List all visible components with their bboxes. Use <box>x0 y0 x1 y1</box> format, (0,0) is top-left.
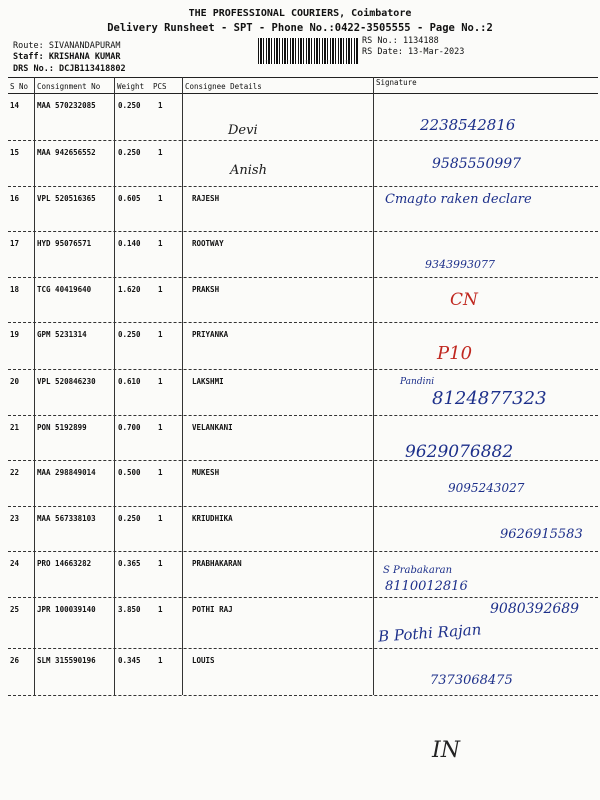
row-consignee: MUKESH <box>192 468 220 477</box>
row-sno: 15 <box>10 148 20 157</box>
row-divider <box>8 322 598 323</box>
handwritten-name: S Prabakaran <box>383 565 453 576</box>
row-weight: 0.500 <box>118 468 141 477</box>
row-consignee: VELANKANI <box>192 423 233 432</box>
row-consignment: HYD 95076571 <box>37 239 92 248</box>
row-consignee: PRIYANKA <box>192 330 229 339</box>
row-weight: 0.250 <box>118 148 141 157</box>
table-top-rule <box>8 77 598 78</box>
row-pcs: 1 <box>158 423 163 432</box>
row-pcs: 1 <box>158 605 163 614</box>
row-consignment: SLM 315590196 <box>37 656 96 665</box>
handwritten-mark: IN <box>432 738 460 763</box>
col-header-consignment: Consignment No <box>37 82 101 91</box>
row-weight: 1.620 <box>118 285 141 294</box>
handwritten-consignee: Anish <box>230 163 267 178</box>
row-signature: 7373068475 <box>430 673 513 688</box>
row-pcs: 1 <box>158 559 163 568</box>
row-consignment: MAA 942656552 <box>37 148 96 157</box>
col-header-pcs: PCS <box>153 82 167 91</box>
row-consignee: PRABHAKARAN <box>192 559 242 568</box>
table-header-rule <box>8 93 598 94</box>
barcode-image <box>258 38 358 64</box>
row-signature: 9095243027 <box>448 481 525 495</box>
row-divider <box>8 460 598 461</box>
row-pcs: 1 <box>158 194 163 203</box>
row-weight: 0.250 <box>118 514 141 523</box>
row-sno: 24 <box>10 559 20 568</box>
row-consignee: LOUIS <box>192 656 215 665</box>
row-consignment: GPM 5231314 <box>37 330 87 339</box>
row-sno: 23 <box>10 514 20 523</box>
row-sno: 17 <box>10 239 20 248</box>
row-pcs: 1 <box>158 285 163 294</box>
row-signature: 9343993077 <box>425 258 495 271</box>
drs-number: DRS No.: DCJB113418802 <box>13 64 126 74</box>
row-signature: CN <box>450 290 478 310</box>
row-sno: 21 <box>10 423 20 432</box>
row-weight: 0.345 <box>118 656 141 665</box>
row-pcs: 1 <box>158 468 163 477</box>
row-pcs: 1 <box>158 330 163 339</box>
row-consignee: RAJESH <box>192 194 220 203</box>
handwritten-consignee: Devi <box>228 123 258 138</box>
row-divider <box>8 277 598 278</box>
row-pcs: 1 <box>158 239 163 248</box>
row-consignment: VPL 520846230 <box>37 377 96 386</box>
col-divider <box>373 77 374 695</box>
row-divider <box>8 695 598 696</box>
row-pcs: 1 <box>158 656 163 665</box>
col-divider <box>182 77 183 695</box>
row-divider <box>8 551 598 552</box>
runsheet-subtitle: Delivery Runsheet - SPT - Phone No.:0422-3505555 - Page No.:2 <box>107 22 493 34</box>
col-header-sno: S No <box>10 82 29 91</box>
col-header-signature: Signature <box>376 78 417 87</box>
row-divider <box>8 186 598 187</box>
row-weight: 3.850 <box>118 605 141 614</box>
row-sno: 22 <box>10 468 20 477</box>
row-divider <box>8 506 598 507</box>
staff-label: Staff: KRISHANA KUMAR <box>13 52 121 62</box>
row-signature: 9626915583 <box>500 527 583 542</box>
row-consignment: MAA 570232085 <box>37 101 96 110</box>
row-sno: 14 <box>10 101 20 110</box>
row-weight: 0.140 <box>118 239 141 248</box>
row-signature: P10 <box>437 343 473 364</box>
row-signature: 8110012816 <box>385 579 468 594</box>
row-weight: 0.365 <box>118 559 141 568</box>
row-divider <box>8 231 598 232</box>
row-divider <box>8 415 598 416</box>
row-pcs: 1 <box>158 377 163 386</box>
row-sno: 18 <box>10 285 20 294</box>
row-sno: 16 <box>10 194 20 203</box>
row-signature: 9629076882 <box>405 442 514 462</box>
row-sno: 19 <box>10 330 20 339</box>
row-sno: 25 <box>10 605 20 614</box>
row-signature: 8124877323 <box>432 388 547 409</box>
row-weight: 0.605 <box>118 194 141 203</box>
row-divider <box>8 369 598 370</box>
col-header-consignee: Consignee Details <box>185 82 262 91</box>
route-label: Route: SIVANANDAPURAM <box>13 41 121 51</box>
rs-date: RS Date: 13-Mar-2023 <box>362 47 465 57</box>
row-signature: 9585550997 <box>432 156 522 172</box>
row-pcs: 1 <box>158 514 163 523</box>
row-pcs: 1 <box>158 101 163 110</box>
col-header-weight: Weight <box>117 82 145 91</box>
row-consignee: ROOTWAY <box>192 239 224 248</box>
handwritten-name: B Pothi Rajan <box>377 620 482 646</box>
row-consignment: TCG 40419640 <box>37 285 92 294</box>
row-consignment: JPR 100039140 <box>37 605 96 614</box>
row-divider <box>8 140 598 141</box>
row-signature: Cmagto raken declare <box>385 192 532 207</box>
row-pcs: 1 <box>158 148 163 157</box>
row-weight: 0.610 <box>118 377 141 386</box>
row-sno: 20 <box>10 377 20 386</box>
row-weight: 0.250 <box>118 101 141 110</box>
row-consignment: MAA 567338103 <box>37 514 96 523</box>
handwritten-name: Pandini <box>400 377 435 387</box>
row-consignment: PRO 14663282 <box>37 559 92 568</box>
row-consignment: VPL 520516365 <box>37 194 96 203</box>
row-divider <box>8 648 598 649</box>
row-consignment: PON 5192899 <box>37 423 87 432</box>
row-weight: 0.250 <box>118 330 141 339</box>
rs-number: RS No.: 1134188 <box>362 36 439 46</box>
row-consignee: PRAKSH <box>192 285 220 294</box>
company-title: THE PROFESSIONAL COURIERS, Coimbatore <box>188 8 412 19</box>
row-consignment: MAA 298849014 <box>37 468 96 477</box>
row-consignee: LAKSHMI <box>192 377 224 386</box>
col-divider <box>34 77 35 695</box>
row-sno: 26 <box>10 656 20 665</box>
row-signature: 2238542816 <box>420 116 516 134</box>
row-consignee: POTHI RAJ <box>192 605 233 614</box>
row-consignee: KRIUDHIKA <box>192 514 233 523</box>
row-weight: 0.700 <box>118 423 141 432</box>
row-divider <box>8 597 598 598</box>
row-signature: 9080392689 <box>490 601 580 617</box>
col-divider <box>114 77 115 695</box>
